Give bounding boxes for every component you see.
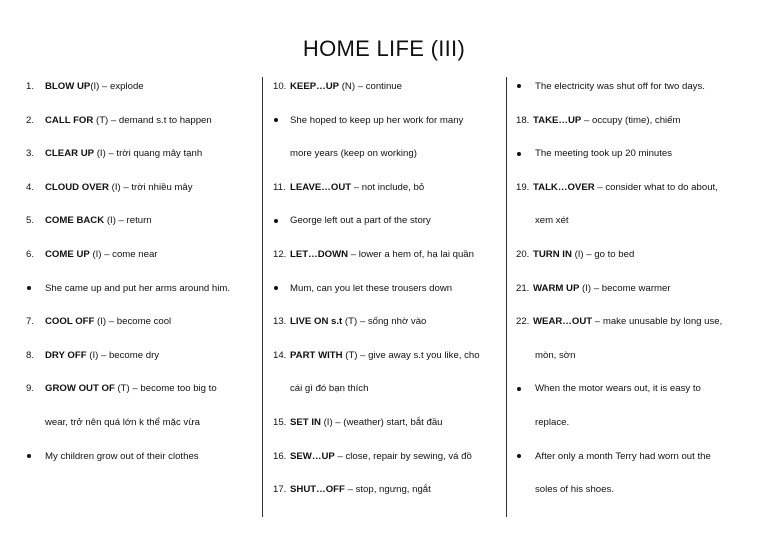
entry-term: LEAVE…OUT — [290, 181, 352, 193]
entry-term: BLOW UP — [45, 81, 91, 92]
entry-number: 18. — [516, 114, 530, 126]
example-bullet — [273, 211, 505, 245]
phrasal-verb-entry — [26, 312, 262, 346]
continuation-line: replace. — [535, 416, 570, 428]
entry-term: KEEP…UP — [290, 81, 340, 92]
column-divider — [506, 77, 507, 517]
entry-definition: (I) – explode — [90, 81, 144, 92]
phrasal-verb-entry — [273, 413, 505, 447]
entry-definition: (N) – continue — [339, 81, 402, 92]
phrasal-verb-entry — [26, 379, 262, 413]
bullet-icon — [27, 286, 31, 290]
entry-term: LIVE ON s.t — [290, 316, 343, 328]
entry-definition: (I) – return — [104, 215, 152, 227]
entry-definition: (I) – trời nhiều mây — [108, 181, 193, 193]
example-bullet — [26, 279, 262, 313]
entry-number: 3. — [26, 148, 35, 160]
bullet-icon — [517, 387, 521, 391]
example-bullet — [516, 77, 752, 111]
column-1 — [26, 77, 262, 480]
entry-number: 13. — [273, 316, 287, 328]
entry-definition: (I) – become cool — [94, 316, 172, 328]
entry-number: 1. — [26, 81, 35, 92]
column-2 — [273, 77, 505, 514]
phrasal-verb-entry — [273, 312, 505, 346]
phrasal-verb-entry — [26, 245, 262, 279]
entry-number: 8. — [26, 349, 35, 361]
entry-term: WARM UP — [533, 282, 580, 294]
example-bullet — [516, 379, 752, 413]
entry-definition: – lower a hem of, hạ lai quần — [348, 248, 474, 260]
entry-number: 2. — [26, 114, 35, 126]
entry-term: SHUT…OFF — [290, 484, 345, 496]
entry-number: 11. — [273, 181, 286, 193]
entry-definition: (I) – become dry — [86, 349, 160, 361]
entry-term: DRY OFF — [45, 349, 87, 361]
example-text: My children grow out of their clothes — [45, 450, 199, 462]
phrasal-verb-entry — [26, 211, 262, 245]
example-text: Mum, can you let these trousers down — [290, 282, 453, 294]
entry-number: 20. — [516, 248, 530, 260]
entry-term: SEW…UP — [290, 450, 335, 462]
entry-number: 10. — [273, 81, 287, 92]
example-bullet — [516, 447, 752, 481]
continuation-line: soles of his shoes. — [535, 484, 614, 496]
example-text: She came up and put her arms around him. — [45, 282, 231, 294]
entry-number: 9. — [26, 383, 35, 395]
entry-definition: – not include, bỏ — [351, 181, 425, 193]
page-title: HOME LIFE (III) — [302, 36, 466, 61]
phrasal-verb-entry — [273, 245, 505, 279]
phrasal-verb-entry — [26, 346, 262, 380]
entry-definition: (I) – trời quang mây tạnh — [94, 148, 203, 160]
phrasal-verb-entry — [273, 447, 505, 481]
entry-term: TURN IN — [533, 248, 572, 260]
continuation-line: cái gì đó bạn thích — [290, 383, 369, 395]
example-bullet — [516, 144, 752, 178]
entry-number: 12. — [273, 248, 287, 260]
entry-definition: (T) – become too big to — [114, 383, 217, 395]
entry-term: WEAR…OUT — [533, 316, 593, 328]
entry-number: 22. — [516, 316, 530, 328]
entry-number: 15. — [273, 416, 287, 428]
entry-number: 14. — [273, 349, 287, 361]
entry-number: 5. — [26, 215, 35, 227]
continuation-line: mòn, sờn — [535, 349, 576, 361]
entry-term: SET IN — [290, 416, 321, 428]
entry-number: 21. — [516, 282, 530, 294]
phrasal-verb-entry — [273, 346, 505, 380]
phrasal-verb-entry — [273, 480, 505, 514]
phrasal-verb-entry — [516, 245, 752, 279]
example-bullet — [26, 447, 262, 481]
continuation-line: wear, trở nên quá lớn k thể mặc vừa — [45, 416, 200, 428]
phrasal-verb-entry — [26, 111, 262, 145]
entry-term: TAKE…UP — [533, 114, 582, 126]
example-bullet — [273, 111, 505, 145]
entry-term: CALL FOR — [45, 114, 94, 126]
entry-definition: (T) – give away s.t you like, cho — [342, 349, 480, 361]
bullet-icon — [517, 152, 521, 156]
entry-number: 6. — [26, 248, 35, 260]
entry-definition: – consider what to do about, — [594, 181, 718, 193]
bullet-icon — [517, 84, 521, 88]
phrasal-verb-entry — [516, 312, 752, 346]
phrasal-verb-entry — [516, 178, 752, 212]
entry-term: GROW OUT OF — [45, 383, 115, 395]
bullet-icon — [274, 219, 278, 223]
example-text: The meeting took up 20 minutes — [535, 148, 673, 160]
example-text: When the motor wears out, it is easy to — [535, 383, 701, 395]
entry-term: CLEAR UP — [45, 148, 95, 160]
entry-number: 4. — [26, 181, 35, 193]
entry-definition: (I) – go to bed — [571, 248, 635, 260]
entry-definition: (T) – demand s.t to happen — [93, 114, 212, 126]
phrasal-verb-entry — [273, 178, 505, 212]
example-text: After only a month Terry had worn out the — [535, 450, 711, 462]
phrasal-verb-entry — [516, 111, 752, 145]
example-bullet — [273, 279, 505, 313]
entry-number: 17. — [273, 484, 287, 496]
phrasal-verb-entry — [516, 279, 752, 313]
example-text: The electricity was shut off for two days. — [535, 81, 705, 92]
entry-definition: (I) – (weather) start, bắt đầu — [320, 416, 443, 428]
bullet-icon — [27, 454, 31, 458]
example-text: She hoped to keep up her work for many — [290, 114, 464, 126]
entry-definition: – occupy (time), chiếm — [581, 114, 681, 126]
phrasal-verb-entry — [26, 77, 262, 111]
entry-definition: – make unusable by long use, — [592, 316, 723, 328]
entry-definition: (I) – come near — [89, 248, 158, 260]
entry-number: 19. — [516, 181, 530, 193]
entry-definition: (I) – become warmer — [579, 282, 671, 294]
column-3 — [516, 77, 752, 514]
entry-definition: – close, repair by sewing, vá đồ — [334, 450, 472, 462]
entry-number: 7. — [26, 316, 35, 328]
continuation-line: more years (keep on working) — [290, 148, 417, 160]
entry-term: TALK…OVER — [533, 181, 595, 193]
entry-term: PART WITH — [290, 349, 343, 361]
entry-term: CLOUD OVER — [45, 181, 109, 193]
entry-definition: – stop, ngưng, ngắt — [344, 484, 431, 496]
entry-term: COME UP — [45, 248, 90, 260]
bullet-icon — [274, 286, 278, 290]
entry-term: COOL OFF — [45, 316, 95, 328]
bullet-icon — [517, 454, 521, 458]
phrasal-verb-entry — [26, 178, 262, 212]
entry-number: 16. — [273, 450, 287, 462]
continuation-line: xem xét — [535, 215, 569, 227]
entry-definition: (T) – sống nhờ vào — [342, 316, 427, 328]
entry-term: COME BACK — [45, 215, 105, 227]
phrasal-verb-entry — [273, 77, 505, 111]
example-text: George left out a part of the story — [290, 215, 431, 227]
phrasal-verb-entry — [26, 144, 262, 178]
column-divider — [262, 77, 263, 517]
bullet-icon — [274, 118, 278, 122]
entry-term: LET…DOWN — [290, 248, 349, 260]
